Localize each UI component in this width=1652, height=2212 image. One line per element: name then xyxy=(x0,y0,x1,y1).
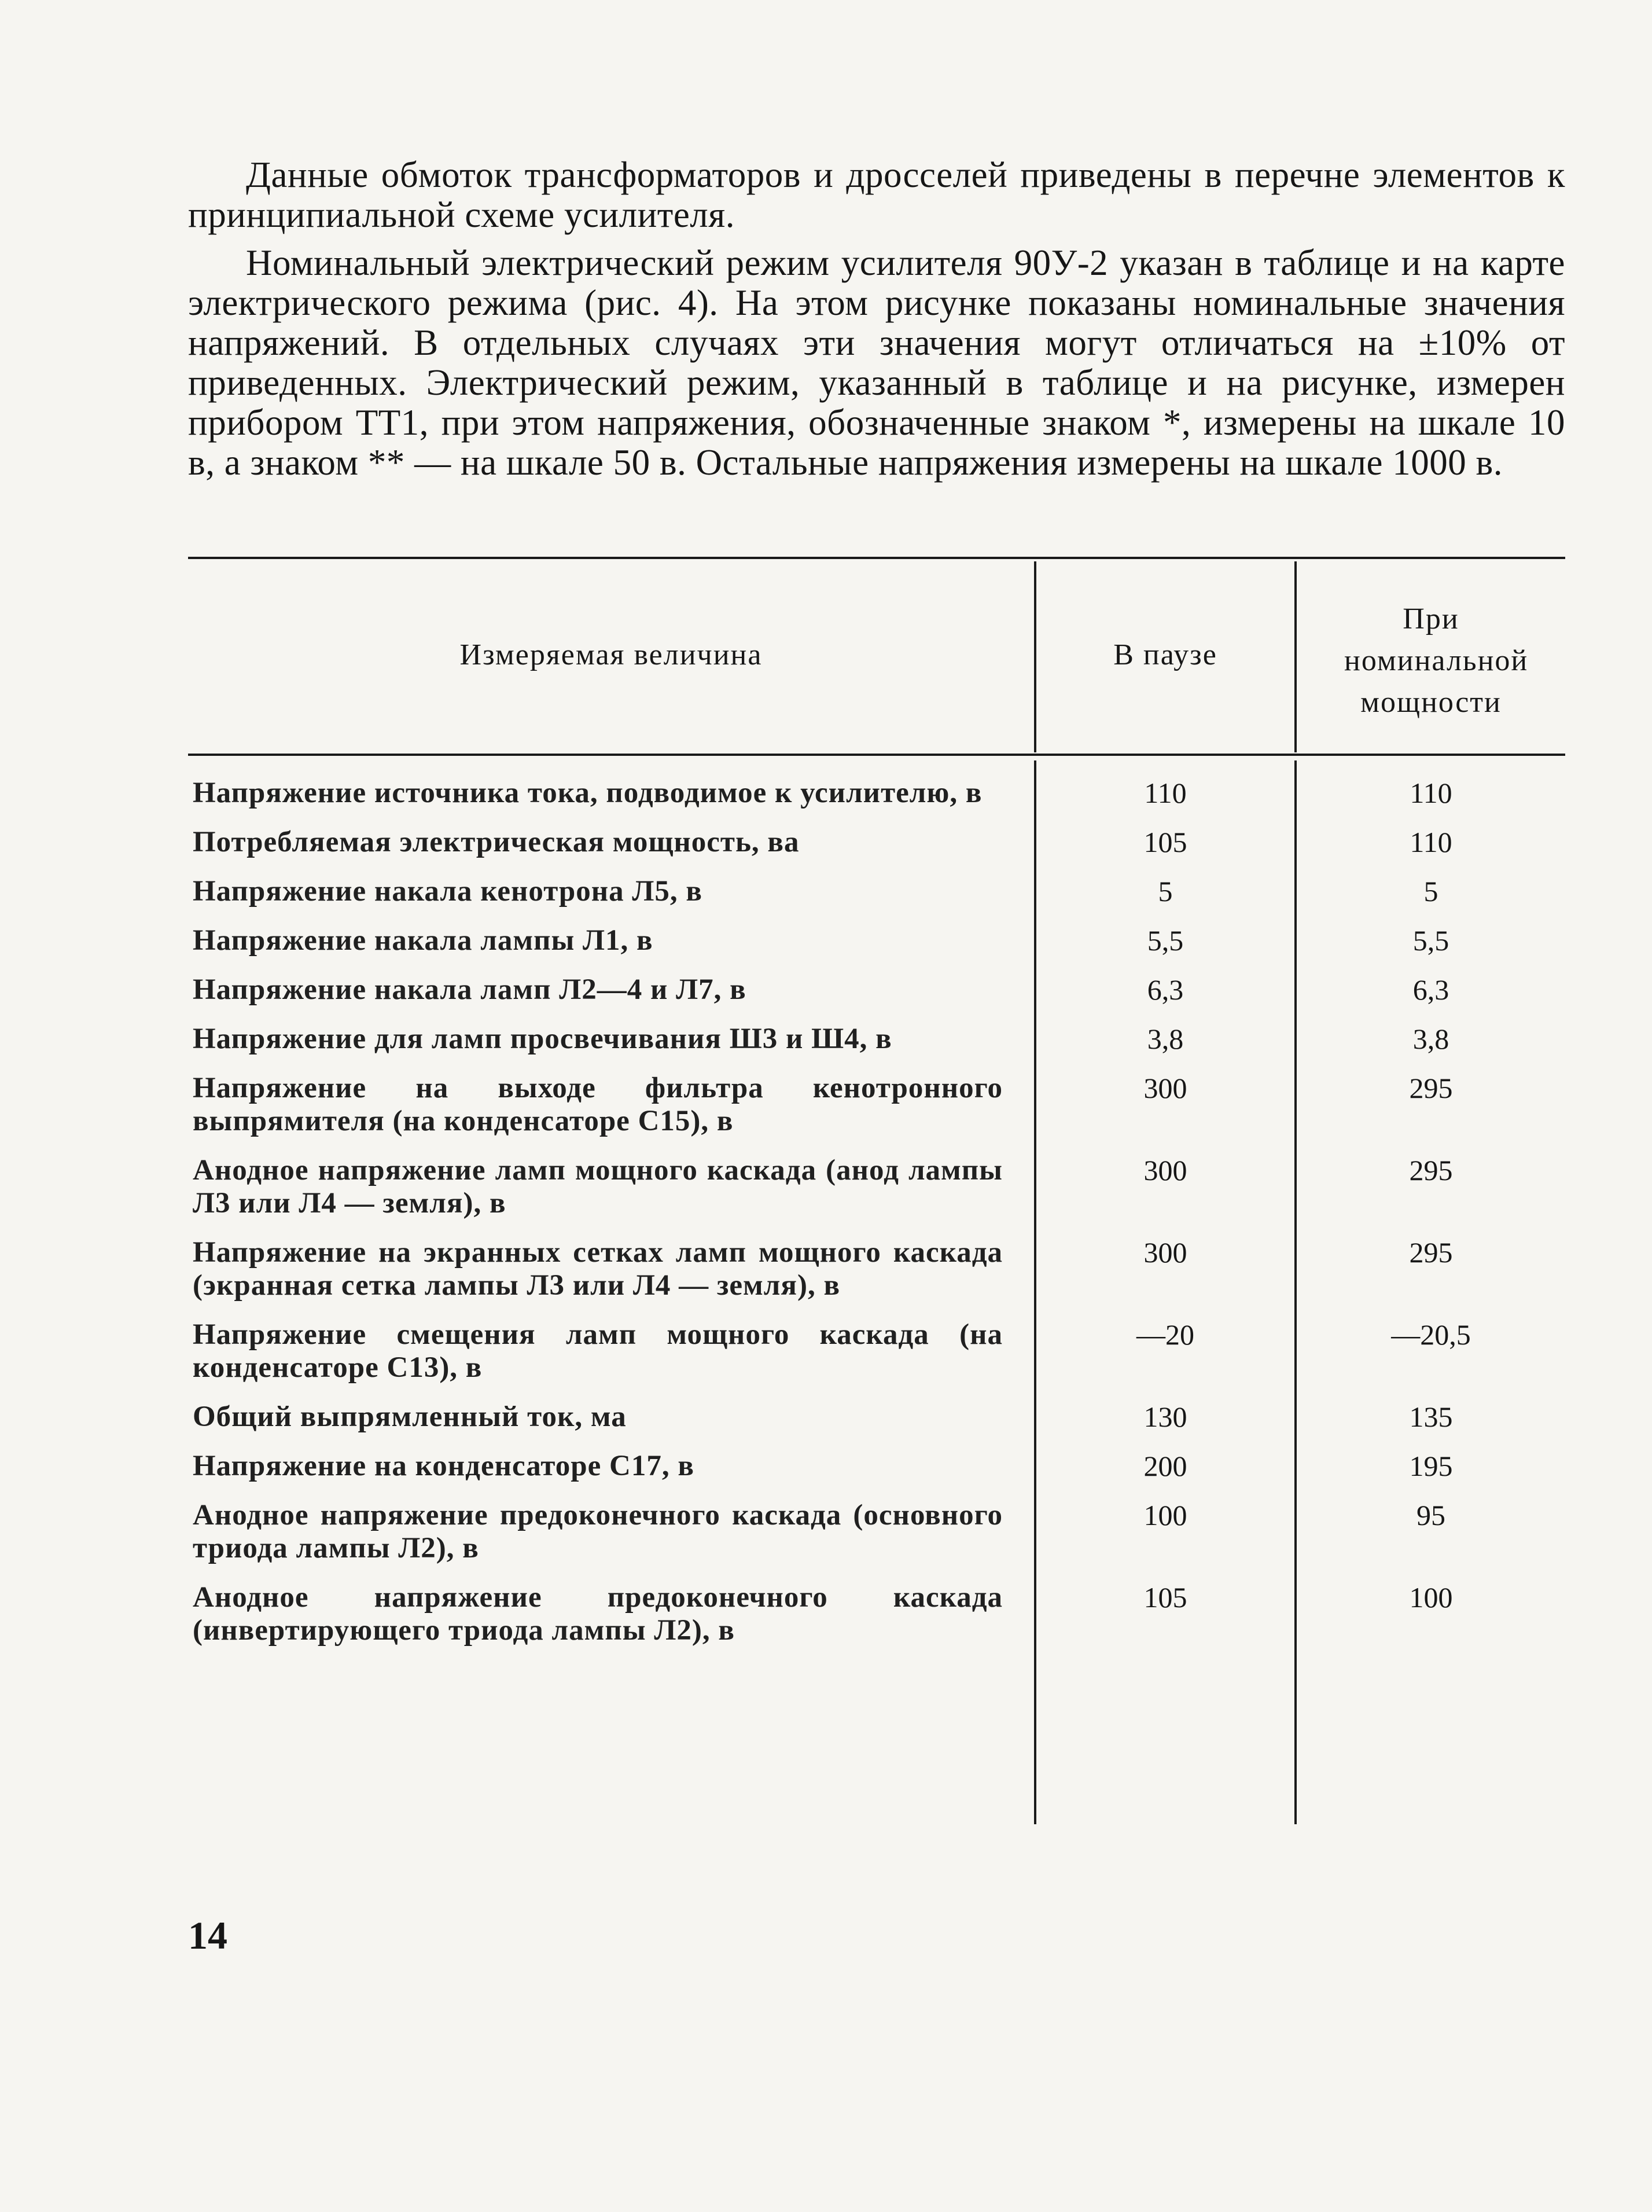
row-quantity-name: Напряжение на экранных сетках ламп мощного каскада (экранная сетка лампы Л3 или Л4 — земля), в xyxy=(193,1236,1003,1302)
header-measured-quantity: Измеряемая величина xyxy=(459,638,763,671)
row-value-pause: 130 xyxy=(1143,1401,1187,1433)
row-value-pause: 300 xyxy=(1143,1236,1187,1269)
header-in-pause: В паузе xyxy=(1113,638,1217,671)
table-row xyxy=(188,973,1565,1006)
mode-table xyxy=(188,557,1565,1824)
row-value-pause: 5,5 xyxy=(1147,924,1184,957)
row-value-pause: 105 xyxy=(1143,826,1187,858)
table-row xyxy=(188,1072,1565,1138)
page-number: 14 xyxy=(188,1913,227,1957)
row-value-nominal: 295 xyxy=(1409,1072,1453,1104)
row-value-pause: 5 xyxy=(1158,875,1173,907)
row-value-nominal: 195 xyxy=(1409,1450,1453,1482)
table-row xyxy=(188,1450,1565,1483)
table-row xyxy=(188,1581,1565,1647)
row-value-nominal: 100 xyxy=(1409,1581,1453,1614)
row-quantity-name: Напряжение смещения ламп мощного каскада (на конденсаторе С13), в xyxy=(193,1318,1003,1384)
row-value-pause: 110 xyxy=(1144,777,1187,809)
table-row xyxy=(188,1318,1565,1384)
row-quantity-name: Анодное напряжение предоконечного каскада (основного триода лампы Л2), в xyxy=(193,1499,1003,1564)
row-quantity-name: Напряжение на конденсаторе С17, в xyxy=(193,1450,694,1482)
header-nominal-text: При номинальной мощности xyxy=(1344,602,1529,719)
table-row xyxy=(188,777,1565,810)
table-row xyxy=(188,1236,1565,1302)
page xyxy=(188,155,1565,1824)
row-quantity-name: Анодное напряжение ламп мощного каскада (анод лампы Л3 или Л4 — земля), в xyxy=(193,1154,1003,1219)
table-row xyxy=(188,875,1565,908)
table-row xyxy=(188,1023,1565,1056)
row-quantity-name: Напряжение на выходе фильтра кенотронного выпрямителя (на конденсаторе С15), в xyxy=(193,1072,1003,1137)
row-quantity-name: Напряжение накала лампы Л1, в xyxy=(193,924,653,957)
row-quantity-name: Напряжение накала ламп Л2—4 и Л7, в xyxy=(193,973,746,1006)
row-value-pause: —20 xyxy=(1136,1318,1194,1351)
row-value-nominal: —20,5 xyxy=(1391,1318,1471,1351)
row-value-nominal: 6,3 xyxy=(1412,973,1449,1006)
row-value-pause: 200 xyxy=(1143,1450,1187,1482)
row-quantity-name: Напряжение для ламп просвечивания Ш3 и Ш4, в xyxy=(193,1023,892,1055)
row-value-pause: 300 xyxy=(1143,1072,1187,1104)
row-value-pause: 300 xyxy=(1143,1154,1187,1186)
row-quantity-name: Потребляемая электрическая мощность, ва xyxy=(193,826,800,858)
intro-text xyxy=(188,155,1565,483)
row-value-nominal: 135 xyxy=(1409,1401,1453,1433)
table-body xyxy=(188,777,1565,1663)
row-value-nominal: 3,8 xyxy=(1412,1023,1449,1055)
row-value-pause: 105 xyxy=(1143,1581,1187,1614)
row-value-nominal: 5 xyxy=(1423,875,1438,907)
row-quantity-name: Общий выпрямленный ток, ма xyxy=(193,1401,627,1433)
table-row xyxy=(188,826,1565,859)
table-row xyxy=(188,1154,1565,1220)
row-quantity-name: Напряжение источника тока, подводимое к усилителю, в xyxy=(193,777,983,809)
paragraph-electrical-mode: Номинальный электрический режим усилителя 90У-2 указан в таблице и на карте электрического режима (рис. 4). На этом рисунке показаны номинальные значения напряжений. В отдельных случаях эти значения могут отличаться на ±10% от приведенных. Электрический режим, указанный в таблице и на рисунке, измерен прибором ТТ1, при этом напряжения, обозначенные знаком *, измерены на шкале 10 в, а знаком ** — на шкале 50 в. Остальные напряжения измерены на шкале 1000 в. xyxy=(188,242,1565,483)
row-value-nominal: 295 xyxy=(1409,1236,1453,1269)
row-value-nominal: 5,5 xyxy=(1412,924,1449,957)
row-value-nominal: 95 xyxy=(1416,1499,1445,1531)
row-value-pause: 6,3 xyxy=(1147,973,1184,1006)
row-value-nominal: 110 xyxy=(1410,826,1452,858)
row-value-pause: 3,8 xyxy=(1147,1023,1184,1055)
row-value-nominal: 295 xyxy=(1409,1154,1453,1186)
row-quantity-name: Анодное напряжение предоконечного каскада (инвертирующего триода лампы Л2), в xyxy=(193,1581,1003,1647)
row-value-nominal: 110 xyxy=(1410,777,1452,809)
table-row xyxy=(188,1401,1565,1434)
header-at-nominal-power xyxy=(1297,557,1565,759)
row-value-pause: 100 xyxy=(1143,1499,1187,1531)
paragraph-windings: Данные обмоток трансформаторов и дросселей приведены в перечне элементов к принципиальной схеме усилителя. xyxy=(188,155,1565,235)
row-quantity-name: Напряжение накала кенотрона Л5, в xyxy=(193,875,702,907)
table-row xyxy=(188,1499,1565,1565)
table-row xyxy=(188,924,1565,957)
